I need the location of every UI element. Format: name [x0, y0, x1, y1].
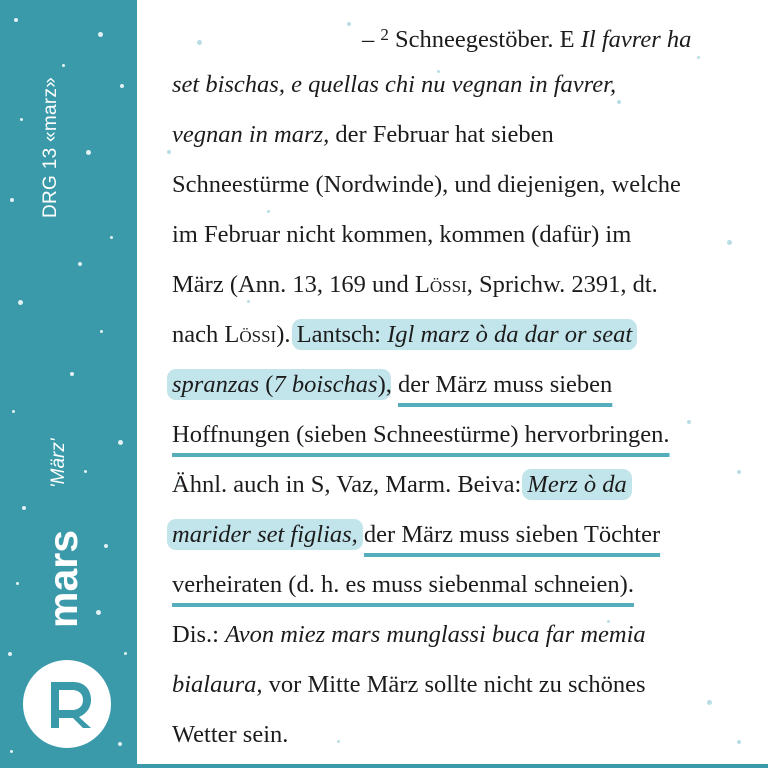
german-text: März (Ann. 13, 169 und — [172, 271, 415, 298]
snowflake — [10, 750, 13, 753]
snowflake — [22, 506, 26, 510]
snowflake — [70, 372, 74, 376]
snowflake — [62, 64, 65, 67]
entry-line — [172, 110, 757, 160]
highlighted-proverb: Merz ò da — [522, 469, 631, 500]
snowflake — [78, 262, 82, 266]
german-text: , Sprichw. 2391, dt. — [466, 271, 658, 298]
underlined-translation: der März muss sieben Töchter — [363, 521, 661, 548]
entry-panel — [137, 0, 768, 764]
dictionary-entry — [172, 10, 757, 760]
romansh-text: 7 boischas — [273, 371, 378, 398]
snowflake — [104, 544, 108, 548]
german-text: der Februar hat sieben — [329, 121, 554, 148]
sidebar — [0, 0, 137, 768]
german-text: ). — [276, 321, 297, 348]
romansh-text: vegnan in marz, — [172, 121, 330, 148]
german-text: Schneegestöber. E — [388, 26, 581, 53]
snowflake — [86, 150, 91, 155]
german-text: Ähnl. auch in S, Vaz, Marm. Beiva: — [172, 471, 528, 498]
snowflake — [118, 742, 122, 746]
german-text: vor Mitte März sollte nicht zu schönes — [262, 671, 646, 698]
dash: – — [362, 26, 381, 53]
snowflake — [96, 610, 101, 615]
german-text: , — [385, 371, 398, 398]
snowflake — [100, 330, 103, 333]
german-text: ) — [377, 371, 386, 398]
underlined-translation: Hoffnungen (sieben Schneestürme) hervorbringen. — [172, 421, 670, 448]
snowflake — [98, 32, 103, 37]
sense-number: 2 — [380, 25, 389, 44]
romansh-text: Il favrer ha — [580, 26, 692, 53]
underlined-translation: verheiraten (d. h. es muss siebenmal schneien). — [172, 571, 634, 598]
source-label: DRG 13 «marz» — [40, 76, 61, 218]
entry-line — [172, 310, 757, 360]
headword-label: mars — [40, 529, 86, 628]
author-name: Lössi — [414, 271, 467, 298]
snowflake — [120, 84, 124, 88]
dialect-label: Lantsch: — [296, 321, 388, 348]
snowflake — [16, 582, 19, 585]
german-text: Wetter sein. — [172, 721, 289, 748]
snowflake — [84, 470, 87, 473]
highlighted-proverb — [292, 319, 638, 350]
meaning-label: 'März' — [48, 438, 69, 488]
romansh-text: Igl marz ò da dar or seat — [387, 321, 633, 348]
snowflake — [12, 410, 15, 413]
snowflake — [118, 440, 123, 445]
entry-line — [172, 410, 757, 460]
entry-line — [172, 460, 757, 510]
entry-line — [172, 10, 757, 60]
snowflake — [124, 652, 127, 655]
romansh-text: bialaura, — [172, 671, 263, 698]
dialect-label: Dis.: — [172, 621, 226, 648]
underlined-translation: der März muss sieben — [397, 371, 613, 398]
snowflake — [14, 18, 18, 22]
snowflake — [18, 300, 23, 305]
snowflake — [110, 236, 113, 239]
r-logo-graphic — [23, 660, 111, 748]
romansh-text: Avon miez mars munglassi buca far memia — [225, 621, 646, 648]
r-logo-icon — [23, 660, 111, 748]
entry-line — [172, 510, 757, 560]
entry-line — [172, 560, 757, 610]
romansh-text: spranzas — [172, 371, 260, 398]
snowflake — [8, 652, 12, 656]
highlighted-proverb: marider set figlias, — [167, 519, 363, 550]
entry-line — [172, 160, 757, 210]
entry-line — [172, 210, 757, 260]
snowflake — [20, 118, 23, 121]
snowflake — [10, 198, 14, 202]
entry-line — [172, 60, 757, 110]
romansh-text: set bischas, e quellas chi nu vegnan in favrer, — [172, 71, 617, 98]
entry-line — [172, 360, 757, 410]
bottom-rule — [137, 764, 768, 768]
author-name: Lössi — [224, 321, 277, 348]
highlighted-proverb — [167, 369, 391, 400]
entry-line — [172, 260, 757, 310]
german-text: ( — [259, 371, 274, 398]
german-text: im Februar nicht kommen, kommen (dafür) im — [172, 221, 632, 248]
german-text: nach — [172, 321, 225, 348]
entry-line — [172, 660, 757, 710]
r-letter-shape — [51, 682, 91, 728]
german-text: Schneestürme (Nordwinde), und diejenigen, welche — [172, 171, 681, 198]
entry-line — [172, 710, 757, 760]
snowflake — [167, 150, 171, 154]
entry-line — [172, 610, 757, 660]
